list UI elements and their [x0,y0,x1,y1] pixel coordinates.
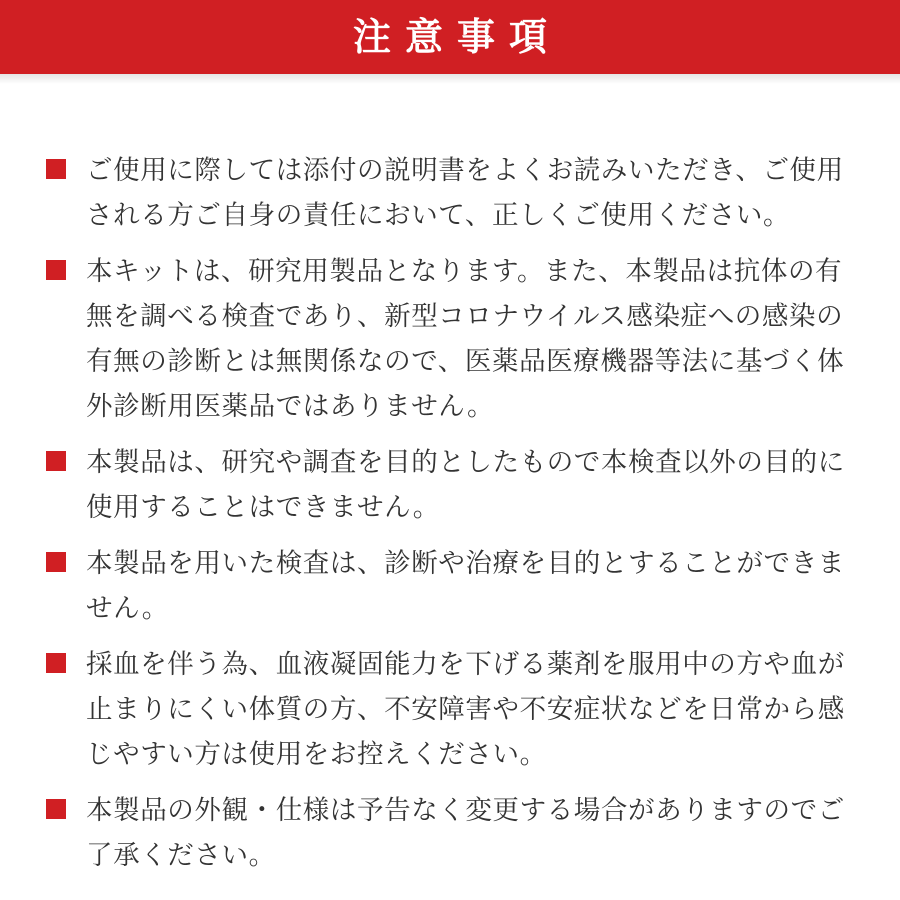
square-bullet-icon [46,653,66,673]
header-banner [0,0,900,74]
square-bullet-icon [46,552,66,572]
square-bullet-icon [46,260,66,280]
square-bullet-icon [46,159,66,179]
list-item [46,148,866,238]
note-text: 本製品の外観・仕様は予告なく変更する場合がありますのでご了承ください。 [86,795,845,871]
list-item [46,440,866,530]
square-bullet-icon [46,451,66,471]
list-item [46,642,866,777]
list-item [46,788,866,878]
note-text: 本製品を用いた検査は、診断や治療を目的とすることができません。 [86,548,845,624]
note-text: 本製品は、研究や調査を目的としたもので本検査以外の目的に使用することはできません。 [86,447,845,523]
list-item [46,541,866,631]
list-item [46,249,866,429]
page-title: 注意事項 [352,14,561,59]
square-bullet-icon [46,799,66,819]
note-text: 本キットは、研究用製品となります。また、本製品は抗体の有無を調べる検査であり、新型コロナウイルス感染症への感染の有無の診断とは無関係なので、医薬品医療機器等法に基づく体外診断用医薬品ではありません。 [86,256,845,422]
notes-list [46,148,866,889]
note-text: 採血を伴う為、血液凝固能力を下げる薬剤を服用中の方や血が止まりにくい体質の方、不安障害や不安症状などを日常から感じやすい方は使用をお控えください。 [86,649,845,770]
header-shadow [0,74,900,84]
note-text: ご使用に際しては添付の説明書をよくお読みいただき、ご使用される方ご自身の責任において、正しくご使用ください。 [86,155,844,231]
